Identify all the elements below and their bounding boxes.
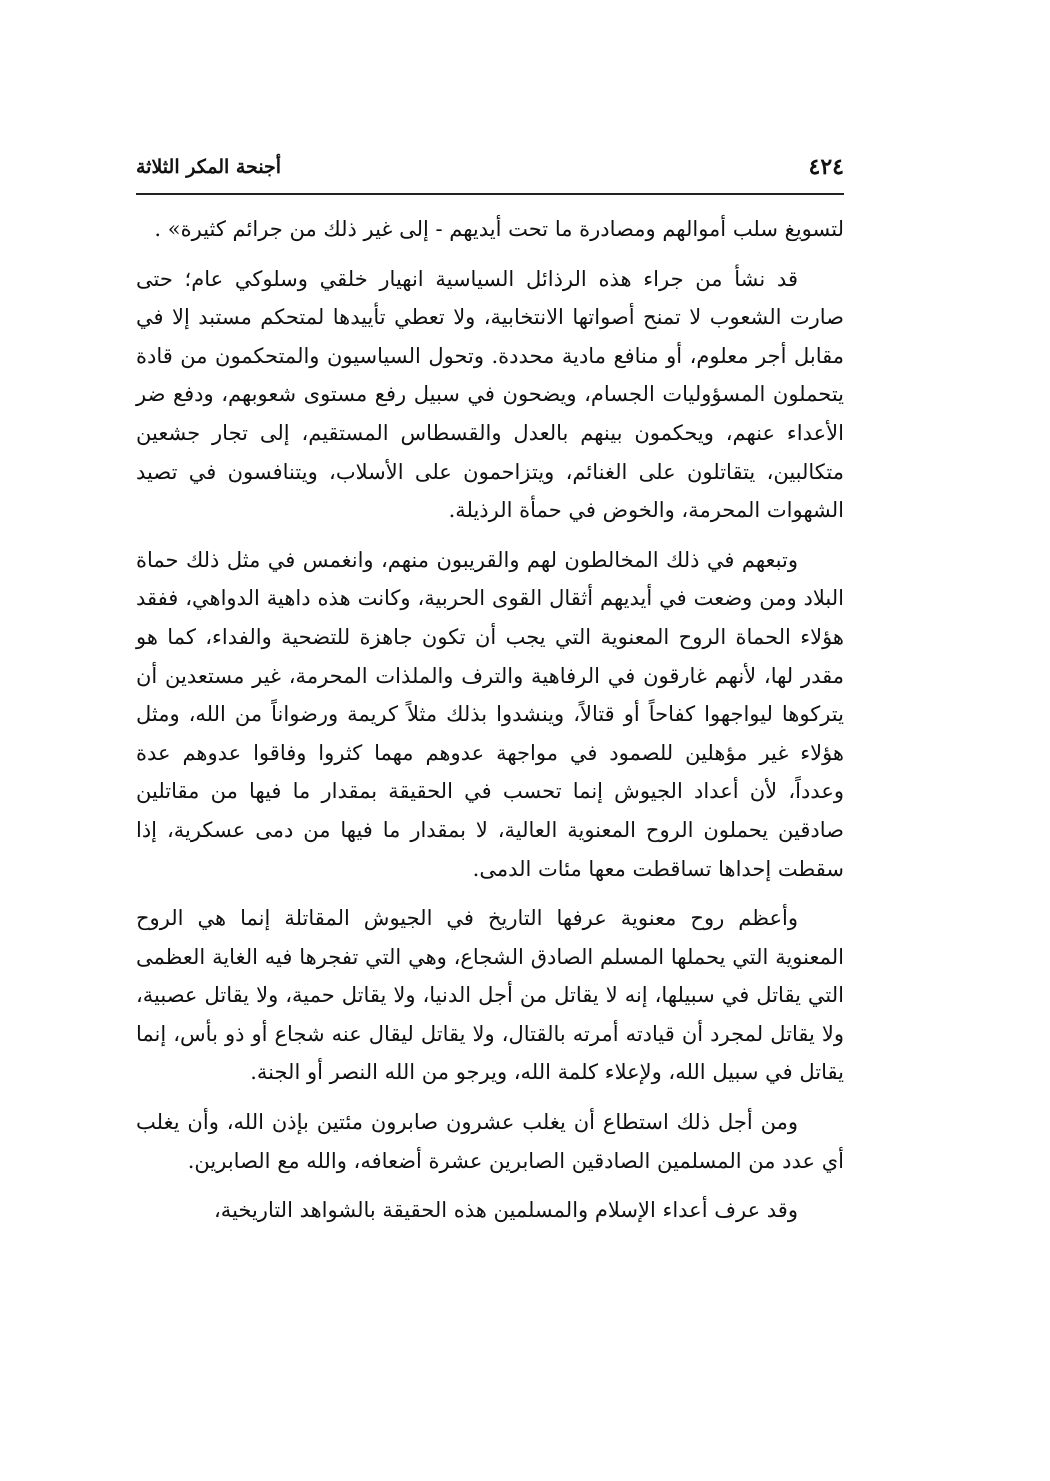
running-title: أجنحة المكر الثلاثة (136, 156, 282, 178)
paragraph-4: وأعظم روح معنوية عرفها التاريخ في الجيوش المقاتلة إنما هي الروح المعنوية التي يحملها المسلم الصادق الشجاع، وهي التي تفجرها فيه الغاية العظمى التي يقاتل في سبيلها، إنه لا يقاتل من أجل الدنيا، ولا يقاتل حمية، ولا يقاتل عصبية، ولا يقاتل لمجرد أن قيادته أمرته بالقتال، ولا يقاتل ليقال عنه شجاع أو ذو بأس، إنما يقاتل في سبيل الله، ولإعلاء كلمة الله، ويرجو من الله النصر أو الجنة. (136, 906, 844, 1085)
page-number: ٤٢٤ (808, 154, 844, 180)
header-divider (136, 193, 844, 195)
body-text (136, 210, 844, 1230)
paragraph-3: وتبعهم في ذلك المخالطون لهم والقريبون منهم، وانغمس في مثل ذلك حماة البلاد ومن وضعت في أيديهم أثقال القوى الحربية، وكانت هذه داهية الدواهي، ففقد هؤلاء الحماة الروح المعنوية التي يجب أن تكون جاهزة للتضحية والفداء، كما هو مقدر لها، لأنهم غارقون في الرفاهية والترف والملذات المحرمة، غير مستعدين أن يتركوها ليواجهوا كفاحاً أو قتالاً، وينشدوا بذلك مثلاً كريمة ورضواناً من الله، ومثل هؤلاء غير مؤهلين للصمود في مواجهة عدوهم مهما كثروا وفاقوا عدوهم عدة وعدداً، لأن أعداد الجيوش إنما تحسب في الحقيقة بمقدار ما فيها من مقاتلين صادقين يحملون الروح المعنوية العالية، لا بمقدار ما فيها من دمى عسكرية، إذا سقطت إحداها تساقطت معها مئات الدمى. (136, 547, 844, 881)
page-header (136, 150, 844, 192)
paragraph-5: ومن أجل ذلك استطاع أن يغلب عشرون صابرون مئتين بإذن الله، وأن يغلب أي عدد من المسلمين الصادقين الصابرين عشرة أضعافه، والله مع الصابرين. (136, 1110, 844, 1173)
paragraph-2: قد نشأ من جراء هذه الرذائل السياسية انهيار خلقي وسلوكي عام؛ حتى صارت الشعوب لا تمنح أصواتها الانتخابية، ولا تعطي تأييدها لمتحكم مستبد إلا في مقابل أجر معلوم، أو منافع مادية محددة. وتحول السياسيون والمتحكمون من قادة يتحملون المسؤوليات الجسام، ويضحون في سبيل رفع مستوى شعوبهم، ودفع ضر الأعداء عنهم، ويحكمون بينهم بالعدل والقسطاس المستقيم، إلى تجار جشعين متكالبين، يتقاتلون على الغنائم، ويتزاحمون على الأسلاب، ويتنافسون في تصيد الشهوات المحرمة، والخوض في حمأة الرذيلة. (136, 266, 844, 523)
paragraph-1: لتسويغ سلب أموالهم ومصادرة ما تحت أيديهم - إلى غير ذلك من جرائم كثيرة» . (154, 217, 844, 241)
paragraph-6: وقد عرف أعداء الإسلام والمسلمين هذه الحقيقة بالشواهد التاريخية، (214, 1198, 798, 1223)
